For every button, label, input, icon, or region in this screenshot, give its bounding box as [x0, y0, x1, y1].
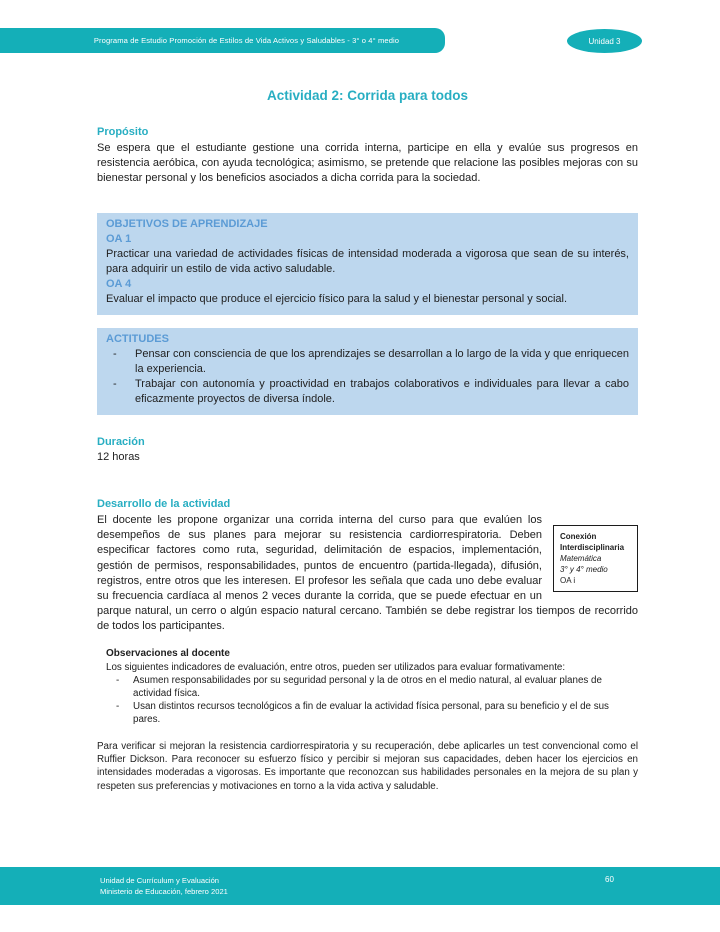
observaciones-heading: Observaciones al docente: [106, 647, 230, 659]
oa4-code: OA 4: [106, 278, 132, 290]
oa1-text: Practicar una variedad de actividades físicas de intensidad moderada a vigorosa que sean de su interés, para adquirir un estilo de vida activo saludable.: [106, 248, 629, 275]
observaciones-intro: Los siguientes indicadores de evaluación, entre otros, pueden ser utilizados para evaluar formativamente:: [106, 661, 566, 673]
header-program-bar: [0, 28, 445, 53]
actitudes-heading: ACTITUDES: [106, 333, 169, 345]
closing-paragraph: Para verificar si mejoran la resistencia cardiorrespiratoria y su recuperación, debe aplicarles un test convencional como el Ruffier Dickson. Para reconocer su esfuerzo físico y percibir si mejoran sus capacidades, deben hacer los ejercicios en intensidades moderadas a vigorosas. Es importante que reconozcan sus habilidades personales en la mejora de su plan y respeten sus preferencias y motivaciones en torno a la vida activa y saludable.: [97, 740, 638, 792]
desarrollo-paragraph: El docente les propone organizar una corrida interna del curso para que evalúen los desempeños de sus planes para mejorar su resistencia cardiorrespiratoria. Deben especificar factores como ruta, seguridad, delimitación de espacios, implementación, gestión de permisos, responsabilidades, puntos de encuentro (partida-llegada), difusión, registros, entre otros que les interesen. El profesor les señala que cada uno debe evaluar su frecuencia cardíaca al menos 2 veces durante la corrida, que se puede efectuar en un parque natural, un cerro o algún espacio natural cercano. También se debe registrar los tiempos de recorrido de todos los participantes.: [97, 514, 638, 633]
page-content: [97, 78, 638, 793]
footer-line1: Unidad de Currículum y Evaluación: [100, 876, 220, 885]
list-item: [106, 377, 629, 407]
unit-badge-label: Unidad 3: [588, 36, 621, 46]
objetivos-heading: OBJETIVOS DE APRENDIZAJE: [106, 218, 268, 230]
list-item: [106, 674, 638, 700]
footer-line2: Ministerio de Educación, febrero 2021: [100, 887, 228, 896]
conexion-level: 3° y 4° medio: [560, 565, 608, 574]
proposito-heading: Propósito: [97, 126, 149, 138]
actitud-text: Trabajar con autonomía y proactividad en trabajos colaborativos e individuales para llevar a cabo eficazmente proyectos de diversa índole.: [135, 378, 629, 405]
proposito-paragraph: Se espera que el estudiante gestione una corrida interna, participe en ella y evalúe sus progresos en resistencia aeróbica, con ayuda tecnológica; asimismo, se pretende que relacione las posibles mejoras con su bienestar personal y los beneficios asociados a dicha corrida para la sociedad.: [97, 142, 638, 184]
desarrollo-heading: Desarrollo de la actividad: [97, 498, 231, 510]
duracion-value: 12 horas: [97, 451, 140, 463]
conexion-oa: OA i: [560, 576, 576, 585]
oa4-text: Evaluar el impacto que produce el ejercicio físico para la salud y el bienestar personal y social.: [106, 293, 568, 305]
objetivos-box: [97, 213, 638, 315]
header-program-label: Programa de Estudio Promoción de Estilos de Vida Activos y Saludables - 3° o 4° medio: [93, 36, 400, 45]
actitudes-list: [106, 347, 629, 407]
actitud-text: Pensar con consciencia de que los aprendizajes se desarrollan a lo largo de la vida y que enriquecen la experiencia.: [135, 348, 629, 375]
indicator-text: Usan distintos recursos tecnológicos a fin de evaluar la actividad física personal, para su beneficio y el de sus pares.: [133, 700, 609, 725]
duracion-heading: Duración: [97, 436, 145, 448]
dash-bullet: -: [116, 674, 120, 686]
conexion-subject: Matemática: [560, 554, 602, 563]
unit-badge: [567, 29, 642, 53]
dash-bullet: -: [116, 700, 120, 712]
activity-title: Actividad 2: Corrida para todos: [266, 88, 469, 103]
actitudes-box: [97, 328, 638, 415]
list-item: [106, 347, 629, 377]
footer-bar: [0, 867, 720, 905]
dash-bullet: -: [113, 348, 117, 360]
footer-credits: [100, 875, 228, 897]
conexion-interdisciplinaria-box: [553, 525, 638, 592]
list-item: [106, 700, 638, 726]
oa1-code: OA 1: [106, 233, 132, 245]
observaciones-list: [106, 674, 638, 726]
observaciones-section: [106, 647, 638, 726]
page-number: 60: [605, 875, 614, 884]
conexion-title: Conexión Interdisciplinaria: [560, 532, 625, 552]
dash-bullet: -: [113, 378, 117, 390]
indicator-text: Asumen responsabilidades por su seguridad personal y la de otros en el medio natural, al evaluar planes de actividad física.: [133, 674, 602, 699]
